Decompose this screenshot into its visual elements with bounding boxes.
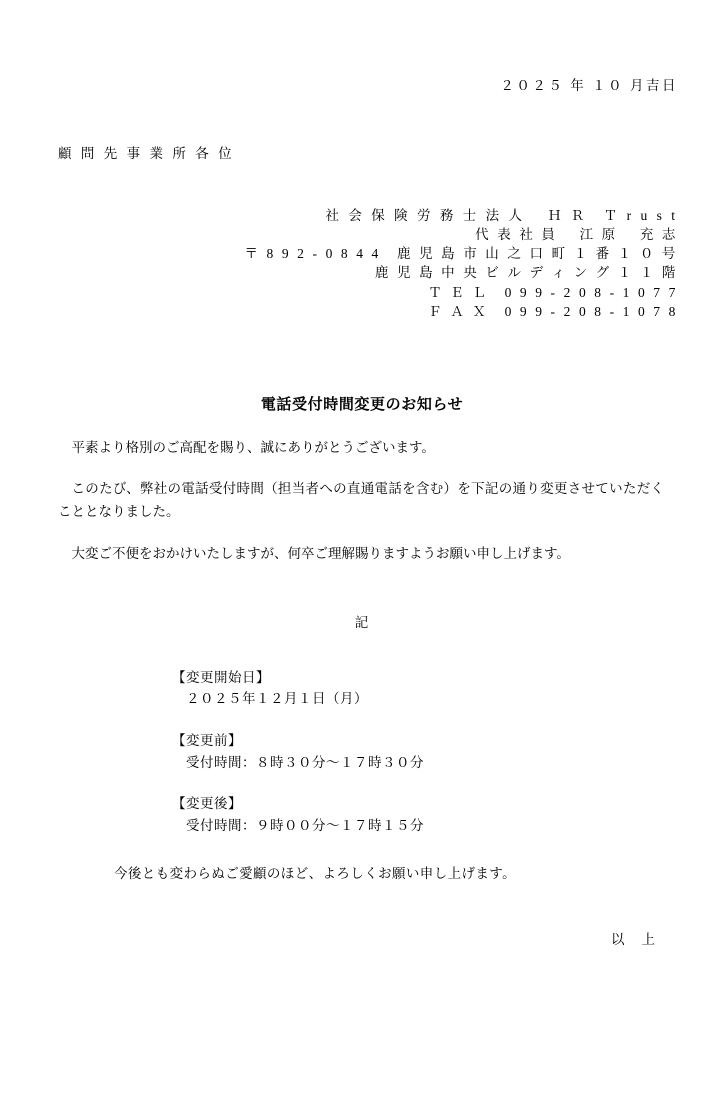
sender-organization: 社 会 保 険 労 務 士 法 人 Ｈ Ｒ Ｔ r u s t [325,208,678,223]
ijou-left-char: 以 [611,932,626,948]
document-date: ２０２５ 年 １０ 月吉日 [500,78,678,93]
document-page [0,74,724,1098]
item-heading-after: 【変更後】 [172,796,242,812]
list-item [172,730,680,773]
ki-marker: 記 [354,614,370,630]
item-heading-before: 【変更前】 [172,733,242,748]
item-value-before: 受付時間：８時３０分〜１７時３０分 [186,754,424,770]
body-paragraph-2: このたび、弊社の電話受付時間（担当者への直通電話を含む）を下記の通り変更させていただくこととなりました。 [58,481,664,520]
sender-postal-address: 〒 8 9 2 - 0 8 4 4 鹿 児 島 市 山 之 口 町 １ 番 １ ０ 号 [244,246,678,262]
sender-fax: Ｆ Ａ Ｘ 0 9 9 - 2 0 8 - 1 0 7 8 [428,303,678,319]
ijou-marker [44,928,680,948]
closing-paragraph: 今後とも変わらぬご愛顧のほど、よろしくお願い申し上げます。 [114,866,517,882]
item-heading-start-date: 【変更開始日】 [172,669,270,685]
list-item [172,793,680,836]
list-item [172,667,680,710]
item-value-after: 受付時間：９時００分〜１７時１５分 [186,817,424,833]
body-paragraph-1: 平素より格別のご高配を賜り、誠にありがとうございます。 [71,439,435,455]
sender-representative: 代 表 社 員 江 原 充 志 [475,227,678,243]
sender-building: 鹿 児 島 中 央 ビ ル デ ィ ン グ １ １ 階 [374,265,678,281]
item-value-start-date: ２０２５年１２月１日（月） [186,691,368,707]
page-title: 電話受付時間変更のお知らせ [260,396,464,413]
sender-tel: Ｔ Ｅ Ｌ 0 9 9 - 2 0 8 - 1 0 7 7 [428,284,678,300]
sender-block [44,206,680,321]
body-paragraph-3: 大変ご不便をおかけいたしますが、何卒ご理解賜りますようお願い申し上げます。 [71,545,570,561]
change-details-list [44,667,680,837]
addressee-line: 顧 問 先 事 業 所 各 位 [58,146,235,161]
ijou-right-char: 上 [641,932,656,948]
